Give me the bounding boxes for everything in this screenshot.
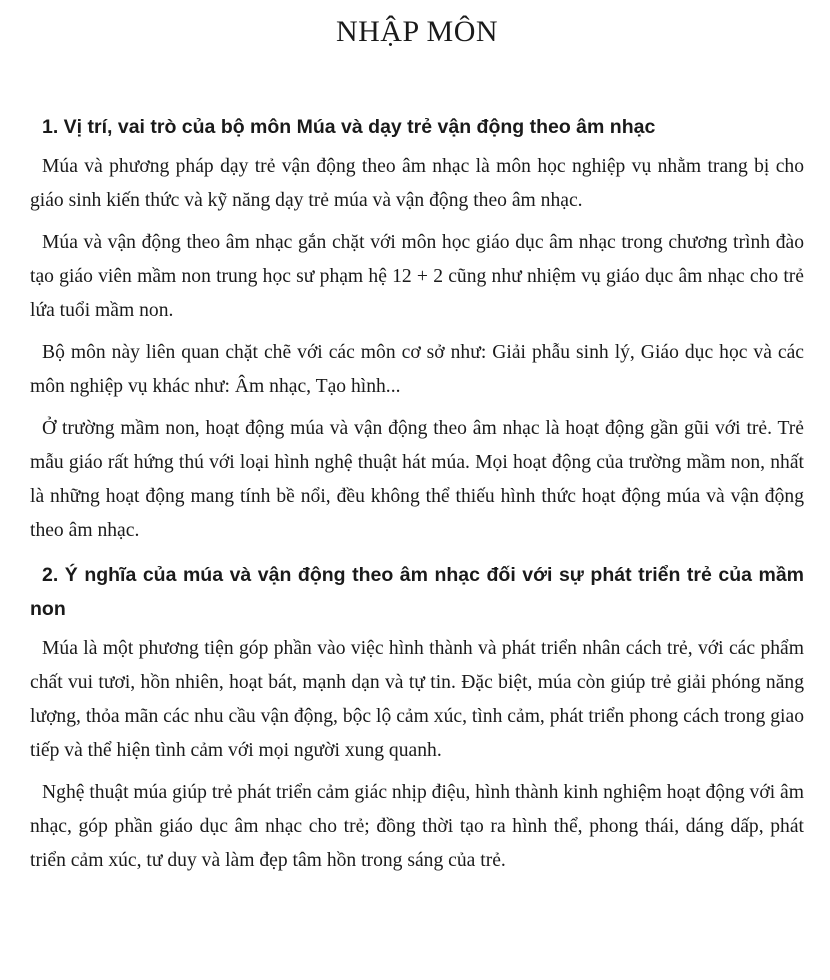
- section-heading: 1. Vị trí, vai trò của bộ môn Múa và dạy trẻ vận động theo âm nhạc: [42, 116, 656, 138]
- section-2: [30, 558, 804, 878]
- paragraph: Ở trường mầm non, hoạt động múa và vận động theo âm nhạc là hoạt động gần gũi với trẻ. Trẻ mẫu giáo rất hứng thú với loại hình nghệ thuật hát múa. Mọi hoạt động của trường mầm non, nhất là những hoạt động mang tính bề nổi, đều không thể thiếu hình thức hoạt động múa và vận động theo âm nhạc.: [30, 418, 804, 541]
- paragraph: Múa và vận động theo âm nhạc gắn chặt với môn học giáo dục âm nhạc trong chương trình đào tạo giáo viên mầm non trung học sư phạm hệ 12 + 2 cũng như nhiệm vụ giáo dục âm nhạc cho trẻ lứa tuổi mầm non.: [30, 232, 804, 321]
- paragraph: Múa là một phương tiện góp phần vào việc hình thành và phát triển nhân cách trẻ, với các phẩm chất vui tươi, hồn nhiên, hoạt bát, mạnh dạn và tự tin. Đặc biệt, múa còn giúp trẻ giải phóng năng lượng, thỏa mãn các nhu cầu vận động, bộc lộ cảm xúc, tình cảm, phát triển phong cách trong giao tiếp và thể hiện tình cảm với mọi người xung quanh.: [30, 638, 804, 761]
- paragraph: Nghệ thuật múa giúp trẻ phát triển cảm giác nhịp điệu, hình thành kinh nghiệm hoạt động với âm nhạc, góp phần giáo dục âm nhạc cho trẻ; đồng thời tạo ra hình thể, phong thái, dáng dấp, phát triển cảm xúc, tư duy và làm đẹp tâm hồn trong sáng của trẻ.: [30, 782, 804, 871]
- paragraph: Múa và phương pháp dạy trẻ vận động theo âm nhạc là môn học nghiệp vụ nhằm trang bị cho giáo sinh kiến thức và kỹ năng dạy trẻ múa và vận động theo âm nhạc.: [30, 156, 804, 211]
- section-heading: 2. Ý nghĩa của múa và vận động theo âm nhạc đối với sự phát triển trẻ của mầm non: [30, 564, 804, 620]
- paragraph: Bộ môn này liên quan chặt chẽ với các môn cơ sở như: Giải phẫu sinh lý, Giáo dục học và các môn nghiệp vụ khác như: Âm nhạc, Tạo hình...: [30, 342, 804, 397]
- page-title: NHẬP MÔN: [335, 15, 499, 48]
- section-1: [30, 110, 804, 548]
